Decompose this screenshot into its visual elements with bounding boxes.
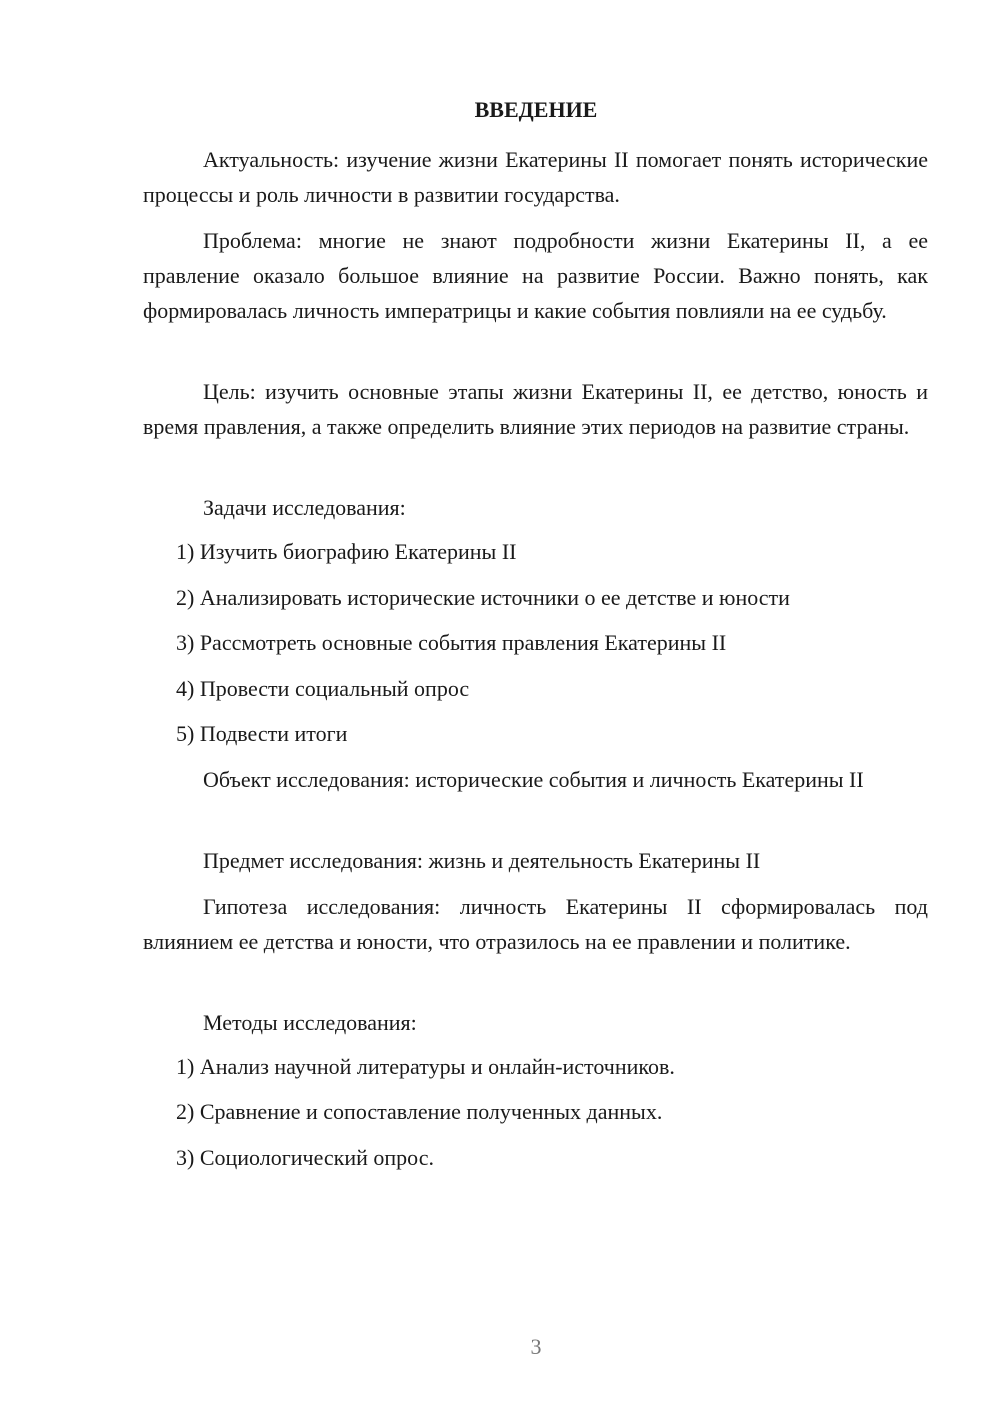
method-item: 2) Сравнение и сопоставление полученных данных. xyxy=(176,1099,663,1124)
task-item: 3) Рассмотреть основные события правления Екатерины II xyxy=(176,630,727,655)
task-item: 4) Провести социальный опрос xyxy=(176,676,470,701)
tasks-heading: Задачи исследования: xyxy=(203,495,406,520)
page-number: 3 xyxy=(530,1334,542,1359)
relevance-paragraph: Актуальность: изучение жизни Екатерины II помогает понять исторические процессы и роль личности в развитии государства. xyxy=(143,147,928,207)
task-item: 1) Изучить биографию Екатерины II xyxy=(176,539,517,564)
object-paragraph: Объект исследования: исторические события и личность Екатерины II xyxy=(203,767,864,792)
section-title: ВВЕДЕНИЕ xyxy=(474,97,598,122)
task-item: 2) Анализировать исторические источники о ее детстве и юности xyxy=(176,585,790,610)
method-item: 1) Анализ научной литературы и онлайн-источников. xyxy=(176,1054,675,1079)
task-item: 5) Подвести итоги xyxy=(176,721,348,746)
subject-paragraph: Предмет исследования: жизнь и деятельность Екатерины II xyxy=(203,848,761,873)
goal-paragraph: Цель: изучить основные этапы жизни Екатерины II, ее детство, юность и время правления, а также определить влияние этих периодов на развитие страны. xyxy=(143,379,928,439)
problem-paragraph: Проблема: многие не знают подробности жизни Екатерины II, а ее правление оказало большое влияние на развитие России. Важно понять, как формировалась личность императрицы и какие события повлияли на ее судьбу. xyxy=(143,228,928,323)
method-item: 3) Социологический опрос. xyxy=(176,1145,434,1170)
hypothesis-paragraph: Гипотеза исследования: личность Екатерины II сформировалась под влиянием ее детства и юности, что отразилось на ее правлении и политике. xyxy=(143,894,928,954)
methods-heading: Методы исследования: xyxy=(203,1010,417,1035)
